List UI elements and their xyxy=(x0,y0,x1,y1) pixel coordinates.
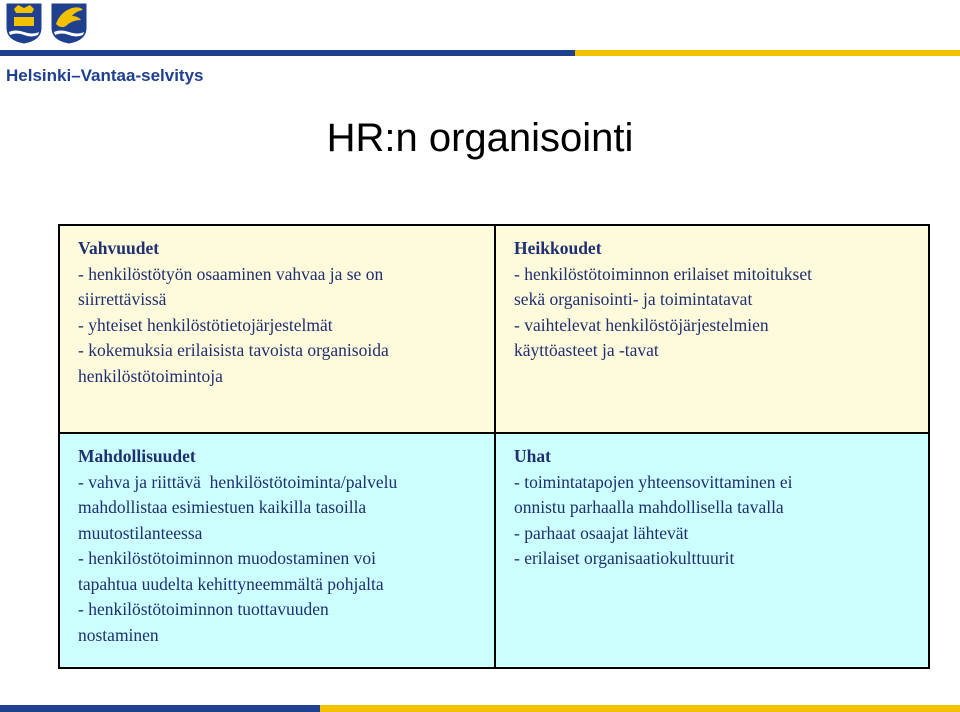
opportunities-line: mahdollistaa esimiestuen kaikilla tasoilla xyxy=(78,497,367,517)
bottom-color-bar xyxy=(0,705,960,712)
opportunities-line: - vahva ja riittävä henkilöstötoiminta/palvelu xyxy=(78,471,398,492)
opportunities-heading: Mahdollisuudet xyxy=(78,446,196,466)
strengths-line: - henkilöstötyön osaaminen vahvaa ja se on xyxy=(78,263,384,284)
opportunities-line: nostaminen xyxy=(78,624,159,645)
strengths-line: - yhteiset henkilöstötietojärjestelmät xyxy=(78,314,333,335)
weaknesses-cell xyxy=(494,224,930,432)
top-color-bar xyxy=(0,50,960,56)
threats-line: - parhaat osaajat lähtevät xyxy=(514,522,689,543)
brand-label: Helsinki–Vantaa-selvitys xyxy=(6,66,204,85)
threats-heading: Uhat xyxy=(514,446,551,466)
opportunities-line: tapahtua uudelta kehittyneemmältä pohjalta xyxy=(78,573,384,594)
opportunities-line: - henkilöstötoiminnon muodostaminen voi xyxy=(78,548,376,568)
weaknesses-line: - henkilöstötoiminnon erilaiset mitoitukset xyxy=(514,263,812,284)
weaknesses-line: sekä organisointi- ja toimintatavat xyxy=(514,289,753,309)
threats-line: onnistu parhaalla mahdollisella tavalla xyxy=(514,497,784,517)
opportunities-cell xyxy=(58,432,494,669)
threats-line: - erilaiset organisaatiokulttuurit xyxy=(514,548,735,568)
strengths-line: henkilöstötoimintoja xyxy=(78,365,223,386)
top-bar-blue xyxy=(0,50,575,56)
top-bar-yellow xyxy=(575,50,960,56)
opportunities-line: - henkilöstötoiminnon tuottavuuden xyxy=(78,599,329,619)
helsinki-crest-icon xyxy=(5,2,43,44)
threats-line: - toimintatapojen yhteensovittaminen ei xyxy=(514,471,793,492)
strengths-heading: Vahvuudet xyxy=(78,238,160,258)
strengths-cell xyxy=(58,224,494,432)
page-title: HR:n organisointi xyxy=(326,116,634,160)
strengths-line: - kokemuksia erilaisista tavoista organisoida xyxy=(78,340,389,360)
threats-cell xyxy=(494,432,930,669)
weaknesses-line: - vaihtelevat henkilöstöjärjestelmien xyxy=(514,314,769,335)
swot-grid xyxy=(58,224,930,669)
bottom-bar-yellow xyxy=(320,705,960,712)
strengths-line: siirrettävissä xyxy=(78,289,167,309)
bottom-bar-blue xyxy=(0,705,320,712)
opportunities-line: muutostilanteessa xyxy=(78,522,203,543)
weaknesses-heading: Heikkoudet xyxy=(514,238,602,258)
weaknesses-line: käyttöasteet ja -tavat xyxy=(514,340,659,360)
vantaa-crest-icon xyxy=(50,2,88,44)
